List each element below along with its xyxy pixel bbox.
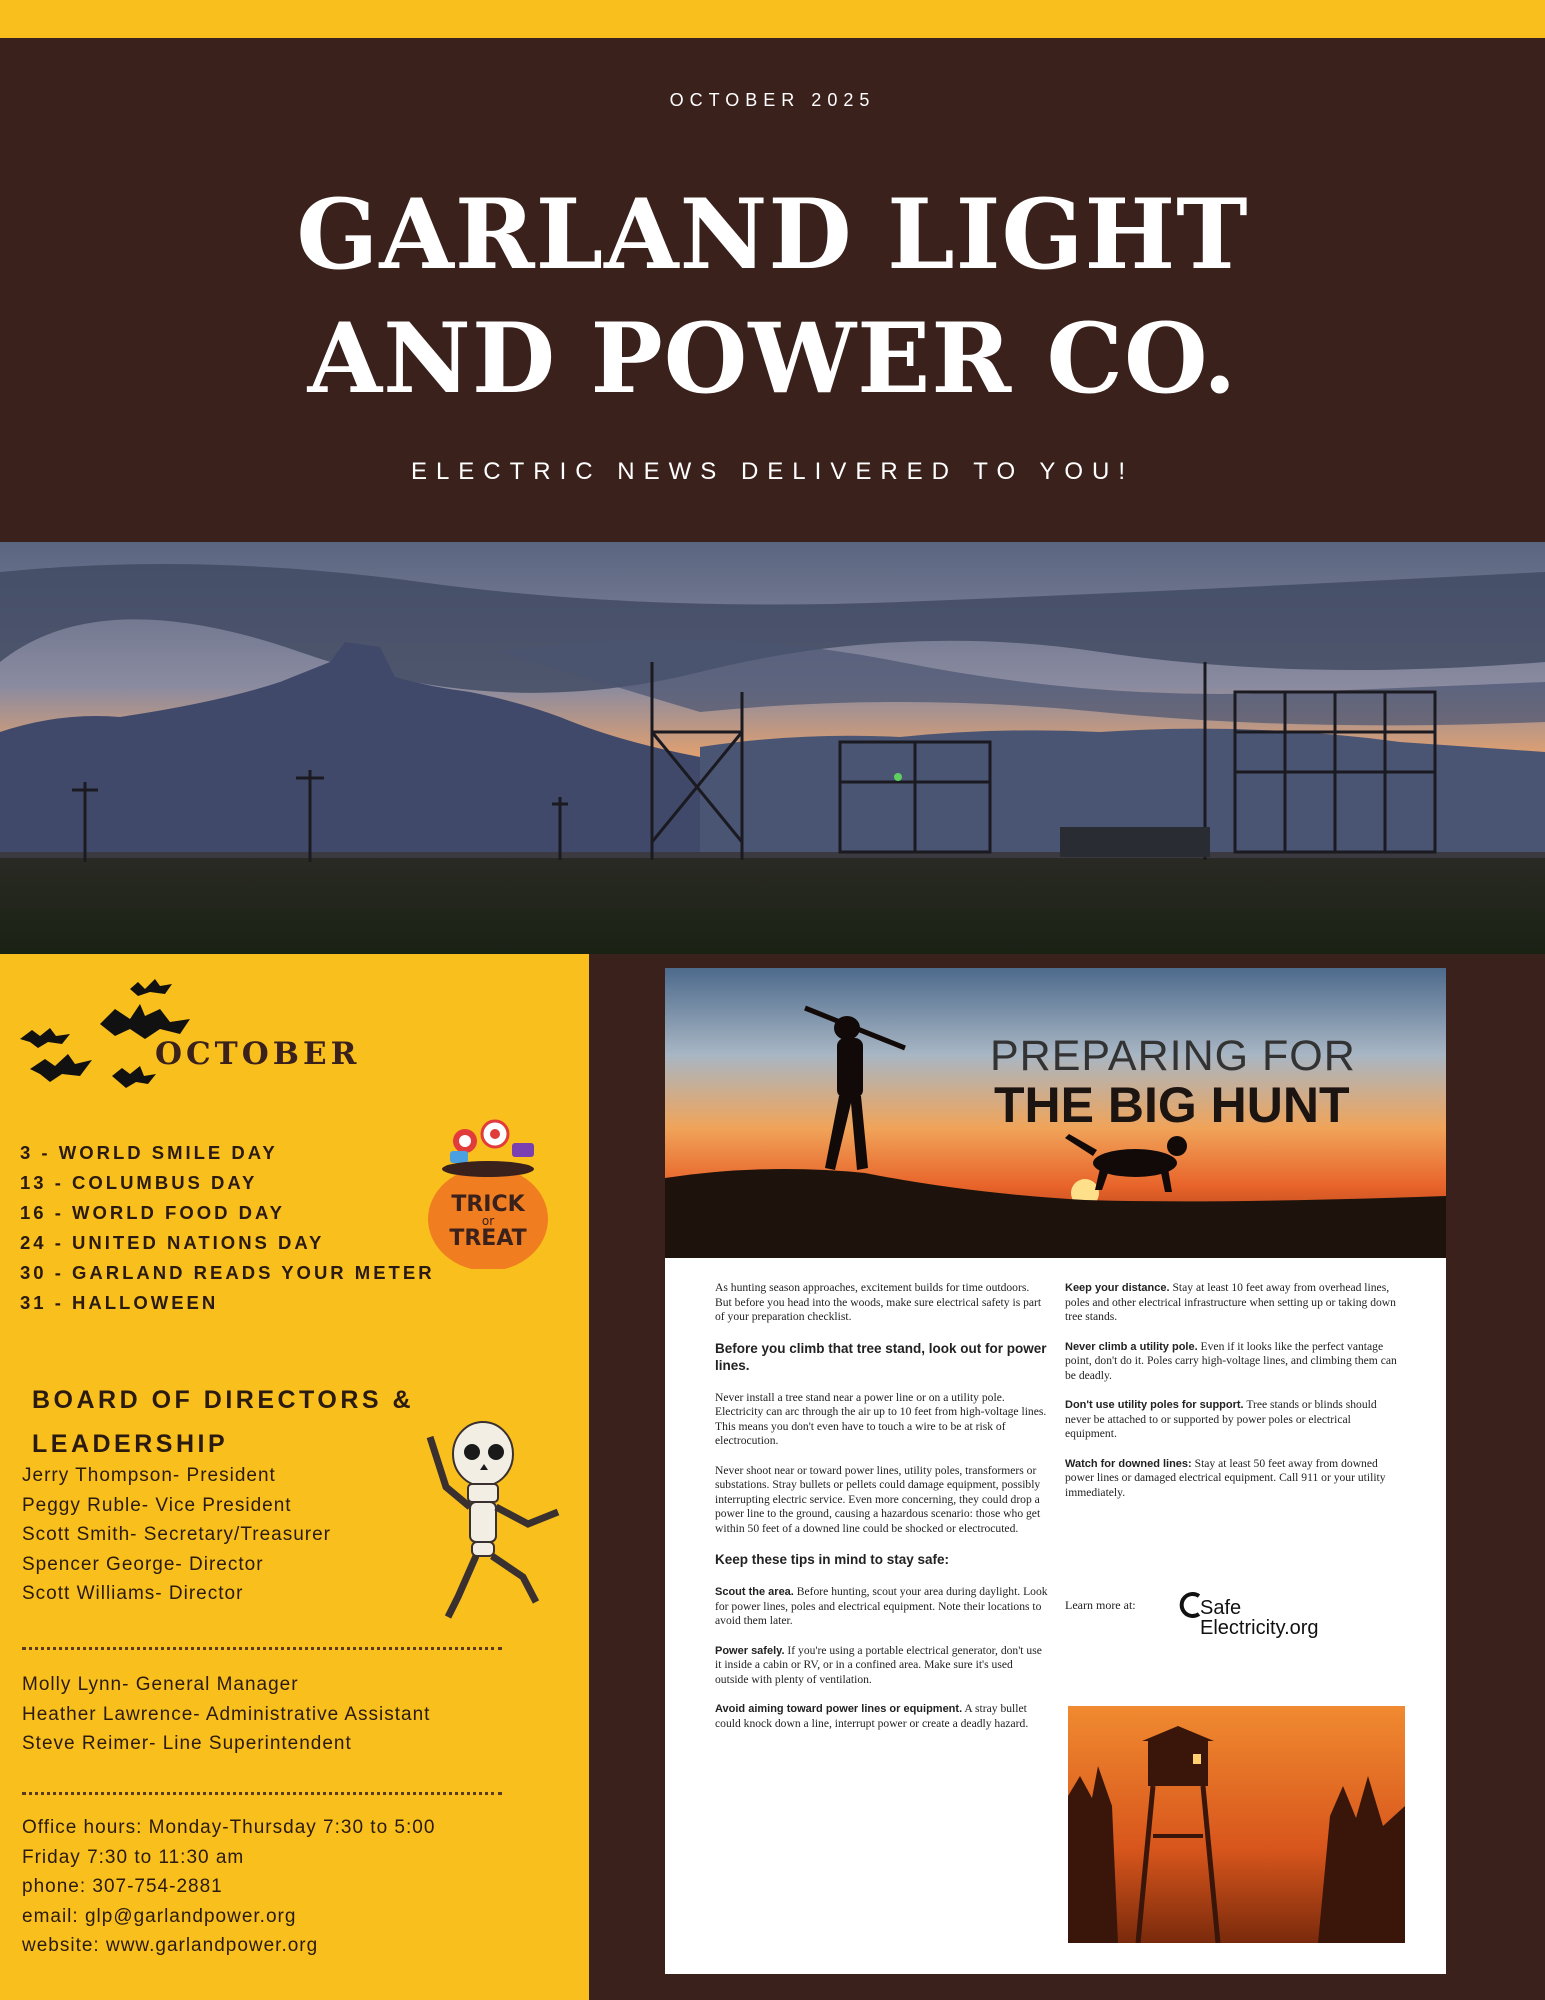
board-heading xyxy=(32,1378,414,1466)
list-item: Peggy Ruble- Vice President xyxy=(22,1494,292,1516)
tip-item: Keep your distance. Stay at least 10 feet away from overhead lines, poles and other electrical infrastructure when setting up or taking down tree stands. xyxy=(1065,1281,1396,1323)
paragraph: Never shoot near or toward power lines, utility poles, transformers or substations. Stray bullets or pellets could damage equipment, possibly interrupting electric service. Even more concerning, they could drop a power line to the ground, causing a hazardous scenario: those who get within 50 feet of a downed line could be shocked or electrocuted. xyxy=(715,1463,1041,1535)
trick-or-treat-bucket-icon xyxy=(420,1119,560,1269)
divider xyxy=(22,1647,502,1650)
board-list xyxy=(22,1461,331,1609)
subhead-tree-stand: Before you climb that tree stand, look out for power lines. xyxy=(715,1340,1047,1373)
newsletter-title xyxy=(0,173,1545,421)
list-item: Spencer George- Director xyxy=(22,1553,264,1575)
website: website: www.garlandpower.org xyxy=(22,1935,319,1956)
hunting-safety-poster xyxy=(665,968,1446,1974)
candy-text-trick: TRICK xyxy=(451,1192,525,1217)
board-heading-line-1: BOARD OF DIRECTORS & xyxy=(32,1386,415,1414)
subhead-tips: Keep these tips in mind to stay safe: xyxy=(715,1552,950,1567)
office-hours: Office hours: Monday-Thursday 7:30 to 5:00 xyxy=(22,1817,436,1838)
tagline: ELECTRIC NEWS DELIVERED TO YOU! xyxy=(410,458,1135,485)
event-list xyxy=(20,1138,435,1318)
list-item: 3 - WORLD SMILE DAY xyxy=(20,1142,278,1163)
poster-column-right xyxy=(1065,1281,1405,1515)
divider xyxy=(22,1792,502,1795)
poster-column-left xyxy=(715,1281,1048,1746)
poster-title-line-1: PREPARING FOR xyxy=(990,1032,1356,1080)
skeleton-icon xyxy=(408,1412,588,1632)
tip-item: Power safely. If you're using a portable electrical generator, don't use it inside a cabin or RV, or in a confined area. Make sure it's used outside with plenty of ventilation. xyxy=(715,1643,1042,1686)
list-item: Jerry Thompson- President xyxy=(22,1465,276,1486)
sidebar-calendar-panel xyxy=(0,954,589,2000)
candy-text-or: or xyxy=(481,1214,495,1228)
tree-stand-photo xyxy=(1068,1706,1405,1943)
paragraph: Never install a tree stand near a power line or on a utility pole. Electricity can arc through the air up to 10 feet from high-voltage lines. This means you don't even have to touch a wire to be at risk of electrocution. xyxy=(715,1390,1047,1447)
learn-more-label: Learn more at: xyxy=(1065,1598,1136,1612)
list-item: Heather Lawrence- Administrative Assistant xyxy=(22,1703,431,1725)
phone: phone: 307-754-2881 xyxy=(22,1876,223,1897)
title-line-1: GARLAND LIGHT xyxy=(296,178,1249,291)
tip-item: Don't use utility poles for support. Tree stands or blinds should never be attached to or supported by power poles or electrical equipment. xyxy=(1065,1398,1377,1440)
friday-hours: Friday 7:30 to 11:30 am xyxy=(22,1846,245,1868)
tip-item: Scout the area. Before hunting, scout your area during daylight. Look for power lines, poles and electrical equipment. Note their locations to avoid them later. xyxy=(715,1585,1048,1627)
poster-title-line-2: THE BIG HUNT xyxy=(994,1077,1350,1133)
list-item: Molly Lynn- General Manager xyxy=(22,1674,299,1695)
staff-list xyxy=(22,1670,430,1759)
tip-item: Watch for downed lines: Stay at least 50 feet away from downed power lines or damaged electrical equipment. Call 911 or your utility immediately. xyxy=(1065,1456,1386,1499)
list-item: 13 - COLUMBUS DAY xyxy=(20,1172,258,1193)
list-item: 31 - HALLOWEEN xyxy=(20,1292,219,1313)
top-accent-bar xyxy=(0,0,1545,38)
email: email: glp@garlandpower.org xyxy=(22,1905,297,1927)
tip-item: Avoid aiming toward power lines or equipment. A stray bullet could knock down a line, interrupt power or create a deadly hazard. xyxy=(715,1702,1029,1730)
list-item: Scott Williams- Director xyxy=(22,1583,244,1604)
list-item: Steve Reimer- Line Superintendent xyxy=(22,1733,352,1754)
issue-date: OCTOBER 2025 xyxy=(669,90,876,110)
contact-info xyxy=(22,1813,435,1961)
list-item: Scott Smith- Secretary/Treasurer xyxy=(22,1524,331,1545)
intro-paragraph: As hunting season approaches, excitement builds for time outdoors. But before you head into the woods, make sure electrical safety is part of your preparation checklist. xyxy=(715,1281,1042,1323)
list-item: 24 - UNITED NATIONS DAY xyxy=(20,1232,325,1253)
hero-landscape-photo xyxy=(0,542,1545,954)
list-item: 30 - GARLAND READS YOUR METER xyxy=(20,1262,435,1283)
list-item: 16 - WORLD FOOD DAY xyxy=(20,1202,285,1223)
masthead xyxy=(0,38,1545,542)
safe-electricity-logo-text: Safe Electricity.org xyxy=(1200,1597,1319,1639)
title-line-2: AND POWER CO. xyxy=(307,302,1238,415)
month-heading: OCTOBER xyxy=(155,1036,361,1072)
board-heading-line-2: LEADERSHIP xyxy=(32,1430,229,1458)
candy-text-treat: TREAT xyxy=(449,1226,527,1251)
tip-item: Never climb a utility pole. Even if it looks like the perfect vantage point, don't do it. Poles carry high-voltage lines, and climbing them can be deadly. xyxy=(1065,1339,1397,1382)
